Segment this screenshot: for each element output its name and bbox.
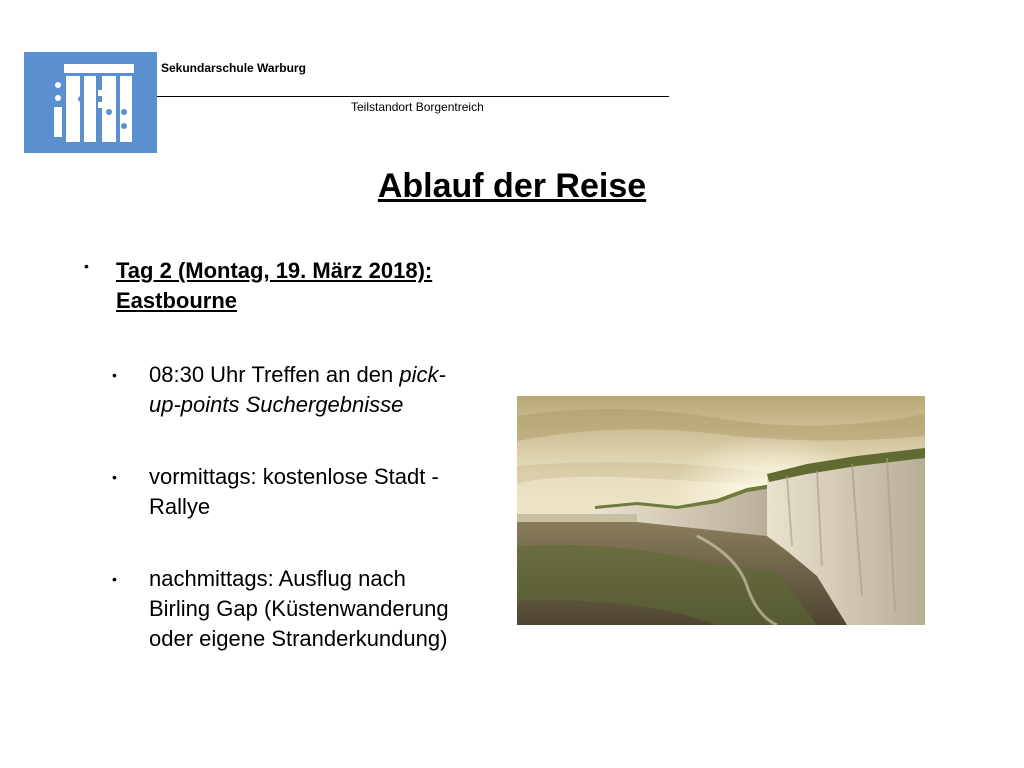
- day-heading-line2: Eastbourne: [116, 288, 238, 313]
- item-text-italic-2: up-points Suchergebnisse: [149, 392, 404, 417]
- item-text-plain: 08:30 Uhr Treffen an den: [149, 362, 400, 387]
- slide-title: Ablauf der Reise: [377, 167, 647, 205]
- item-line-3: oder eigene Stranderkundung): [149, 626, 448, 651]
- cliffs-photo-icon: [517, 396, 925, 625]
- list-item: [112, 462, 512, 522]
- coastal-cliffs-photo: [517, 396, 925, 625]
- item-line-1: vormittags: kostenlose Stadt -: [149, 464, 439, 489]
- bullet-icon: •: [112, 469, 117, 485]
- bullet-icon: •: [112, 367, 117, 383]
- header-divider: [157, 96, 669, 97]
- item-line-1: nachmittags: Ausflug nach: [149, 566, 406, 591]
- school-name: Sekundarschule Warburg: [161, 61, 306, 75]
- item-line-2: Rallye: [149, 494, 211, 519]
- site-name: Teilstandort Borgentreich: [351, 100, 484, 114]
- school-logo: [24, 52, 157, 153]
- list-item: [112, 360, 512, 420]
- school-logo-icon: [24, 52, 157, 153]
- item-text-italic: pick-: [399, 362, 446, 387]
- day-heading-line1: Tag 2 (Montag, 19. März 2018):: [116, 258, 433, 283]
- item-line-2: Birling Gap (Küstenwanderung: [149, 596, 449, 621]
- list-item: [112, 564, 512, 654]
- bullet-icon: •: [84, 258, 89, 274]
- bullet-icon: •: [112, 571, 117, 587]
- schedule-list: [112, 360, 512, 696]
- day-heading-text: [116, 256, 516, 316]
